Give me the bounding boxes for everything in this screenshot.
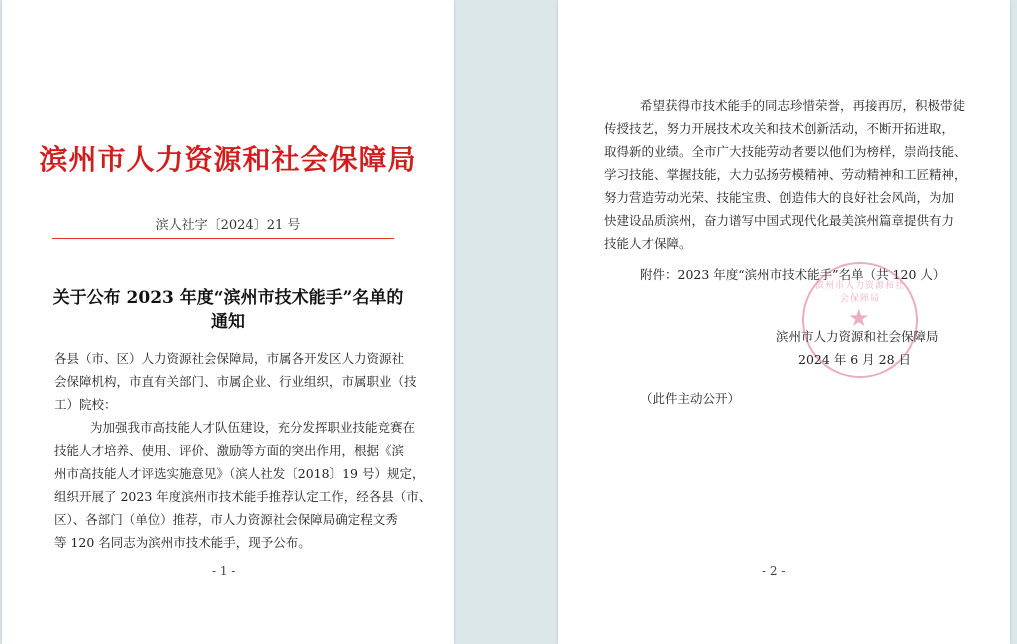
body-line: 各县（市、区）人力资源社会保障局，市属各开发区人力资源社 [54,351,405,366]
document-page-1 [2,0,454,644]
page-number: - 1 - [212,564,236,578]
body-line: 学习技能、掌握技能，大力弘扬劳模精神、劳动精神和工匠精神， [604,167,967,182]
page-number: - 2 - [762,564,786,578]
letterhead-title: 滨州市人力资源和社会保障局 [39,143,417,176]
body-line: 取得新的业绩。全市广大技能劳动者要以他们为榜样，崇尚技能、 [604,144,967,159]
disclosure-note: （此件主动公开） [640,391,741,406]
body-line: 州市高技能人才评选实施意见》（滨人社发〔2018〕19 号）规定， [54,466,425,481]
body-line: 会保障机构，市直有关部门、市属企业、行业组织，市属职业（技 [54,374,417,389]
body-line: 希望获得市技术能手的同志珍惜荣誉，再接再厉，积极带徒 [640,98,966,113]
body-line: 努力营造劳动光荣、技能宝贵、创造伟大的良好社会风尚，为加 [604,190,955,205]
issuer-name: 滨州市人力资源和社会保障局 [776,329,939,344]
body-line: 工）院校： [54,397,117,412]
document-number: 滨人社字〔2024〕21 号 [155,218,301,233]
document-page-2 [558,0,1010,644]
body-line: 快建设品质滨州，奋力谱写中国式现代化最美滨州篇章提供有力 [604,213,955,228]
body-line: 技能人才保障。 [604,236,692,251]
seal-star-icon: ★ [848,304,870,332]
body-line: 组织开展了 2023 年度滨州市技术能手推荐认定工作，经各县（市、 [54,489,432,504]
seal-text: 滨州市人力资源和社会保障局 [814,281,905,304]
body-line: 技能人才培养、使用、评价、激励等方面的突出作用，根据《滨 [54,443,405,458]
attachment-line: 附件：2023 年度“滨州市技术能手”名单（共 120 人） [640,267,946,282]
notice-title-line-2: 通知 [211,312,245,332]
body-line: 为加强我市高技能人才队伍建设，充分发挥职业技能竞赛在 [90,420,416,435]
body-line: 区）、各部门（单位）推荐，市人力资源社会保障局确定程文秀 [54,512,398,527]
body-line: 传授技艺，努力开展技术攻关和技术创新活动，不断开拓进取， [604,121,955,136]
notice-title-line-1: 关于公布 2023 年度“滨州市技术能手”名单的 [52,288,404,308]
body-line: 等 120 名同志为滨州市技术能手，现予公布。 [54,535,311,550]
red-divider-line [52,238,394,239]
issue-date: 2024 年 6 月 28 日 [798,352,912,367]
